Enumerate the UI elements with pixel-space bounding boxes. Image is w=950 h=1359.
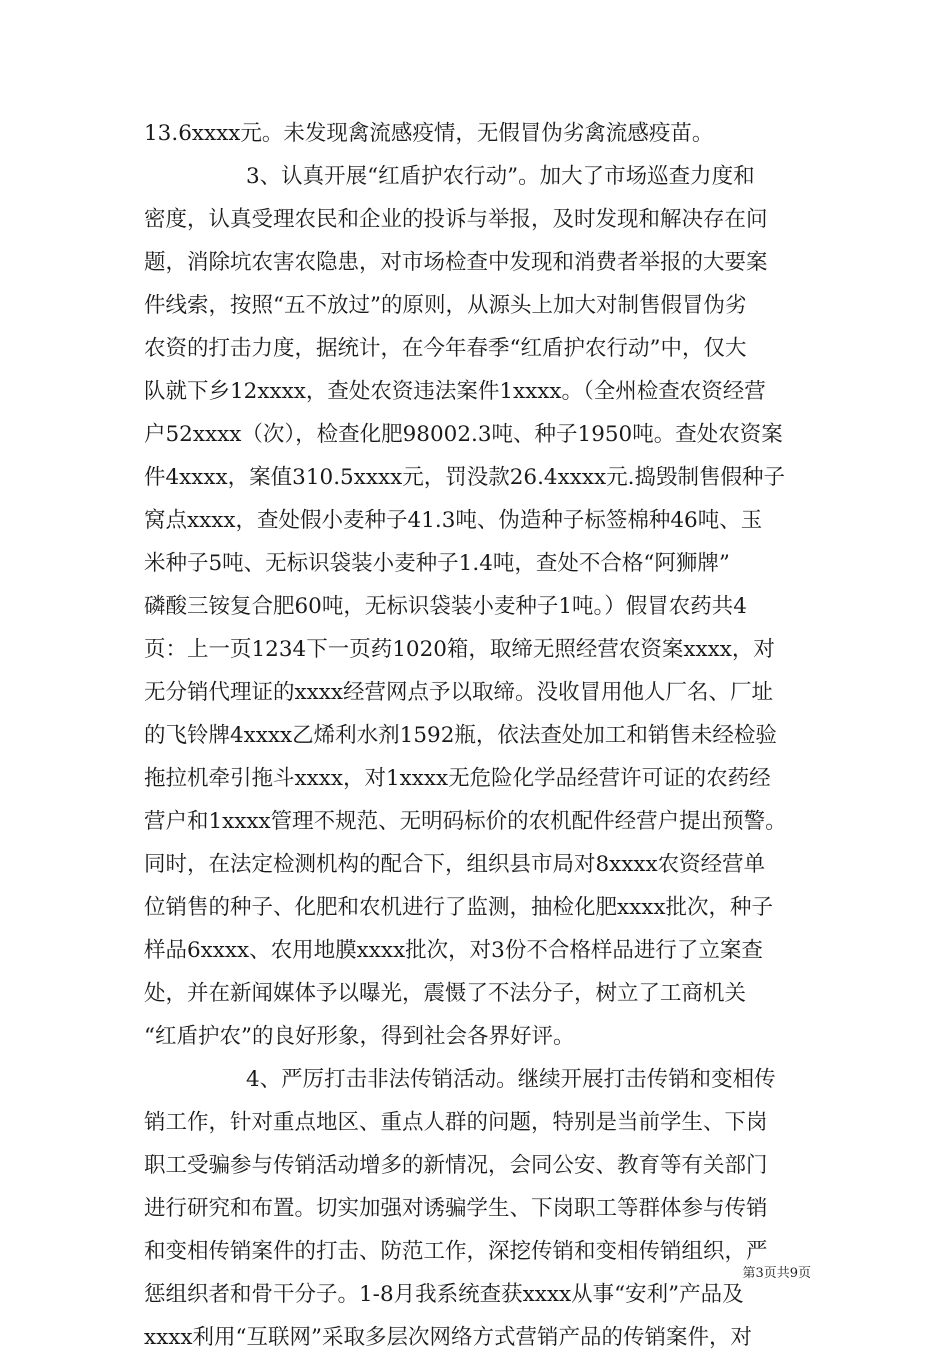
text-line: 的飞铃牌4xxxx乙烯利水剂1592瓶，依法查处加工和销售未经检验 <box>144 723 777 748</box>
text-line: 件4xxxx，案值310.5xxxx元，罚没款26.4xxxx元.捣毁制售假种子 <box>144 465 785 490</box>
document-body <box>144 112 814 1359</box>
text-line: 13.6xxxx元。未发现禽流感疫情，无假冒伪劣禽流感疫苗。 <box>144 121 714 146</box>
text-line: 进行研究和布置。切实加强对诱骗学生、下岗职工等群体参与传销 <box>144 1196 768 1221</box>
text-line: 和变相传销案件的打击、防范工作，深挖传销和变相传销组织，严 <box>144 1239 768 1264</box>
text-line: 户52xxxx（次），检查化肥98002.3吨、种子1950吨。查处农资案 <box>144 422 783 447</box>
text-line: 密度，认真受理农民和企业的投诉与举报，及时发现和解决存在问 <box>144 207 768 232</box>
text-line: 农资的打击力度，据统计，在今年春季“红盾护农行动”中，仅大 <box>144 336 747 361</box>
text-line: 无分销代理证的xxxx经营网点予以取缔。没收冒用他人厂名、厂址 <box>144 680 774 705</box>
paragraph-heading-4: 4、严厉打击非法传销活动。继续开展打击传销和变相传 <box>246 1067 776 1092</box>
text-line: xxxx利用“互联网”采取多层次网络方式营销产品的传销案件，对 <box>144 1325 752 1350</box>
text-line: 磷酸三铵复合肥60吨，无标识袋装小麦种子1吨。）假冒农药共4 <box>144 594 747 619</box>
text-line: 队就下乡12xxxx，查处农资违法案件1xxxx。（全州检查农资经营 <box>144 379 766 404</box>
page-number: 第3页共9页 <box>742 1266 811 1281</box>
text-line: 销工作，针对重点地区、重点人群的问题，特别是当前学生、下岗 <box>144 1110 768 1135</box>
text-line: 页：上一页1234下一页药1020箱，取缔无照经营农资案xxxx，对 <box>144 637 775 662</box>
text-line: 米种子5吨、无标识袋装小麦种子1.4吨，查处不合格“阿狮牌” <box>144 551 730 576</box>
text-line: 位销售的种子、化肥和农机进行了监测，抽检化肥xxxx批次，种子 <box>144 895 774 920</box>
text-line: 拖拉机牵引拖斗xxxx，对1xxxx无危险化学品经营许可证的农药经 <box>144 766 771 791</box>
text-line: “红盾护农”的良好形象，得到社会各界好评。 <box>144 1024 575 1049</box>
paragraph-heading-3: 3、认真开展“红盾护农行动”。加大了市场巡查力度和 <box>246 164 755 189</box>
text-line: 题，消除坑农害农隐患，对市场检查中发现和消费者举报的大要案 <box>144 250 768 275</box>
page-footer <box>0 1263 950 1285</box>
text-line: 惩组织者和骨干分子。1-8月我系统查获xxxx从事“安利”产品及 <box>144 1282 744 1307</box>
text-line: 件线索，按照“五不放过”的原则，从源头上加大对制售假冒伪劣 <box>144 293 747 318</box>
text-line: 同时，在法定检测机构的配合下，组织县市局对8xxxx农资经营单 <box>144 852 766 877</box>
text-line: 窝点xxxx，查处假小麦种子41.3吨、伪造种子标签棉种46吨、玉 <box>144 508 763 533</box>
text-line: 样品6xxxx、农用地膜xxxx批次，对3份不合格样品进行了立案查 <box>144 938 763 963</box>
text-line: 处，并在新闻媒体予以曝光，震慑了不法分子，树立了工商机关 <box>144 981 747 1006</box>
text-line: 职工受骗参与传销活动增多的新情况，会同公安、教育等有关部门 <box>144 1153 768 1178</box>
text-line: 营户和1xxxx管理不规范、无明码标价的农机配件经营户提出预警。 <box>144 809 787 834</box>
